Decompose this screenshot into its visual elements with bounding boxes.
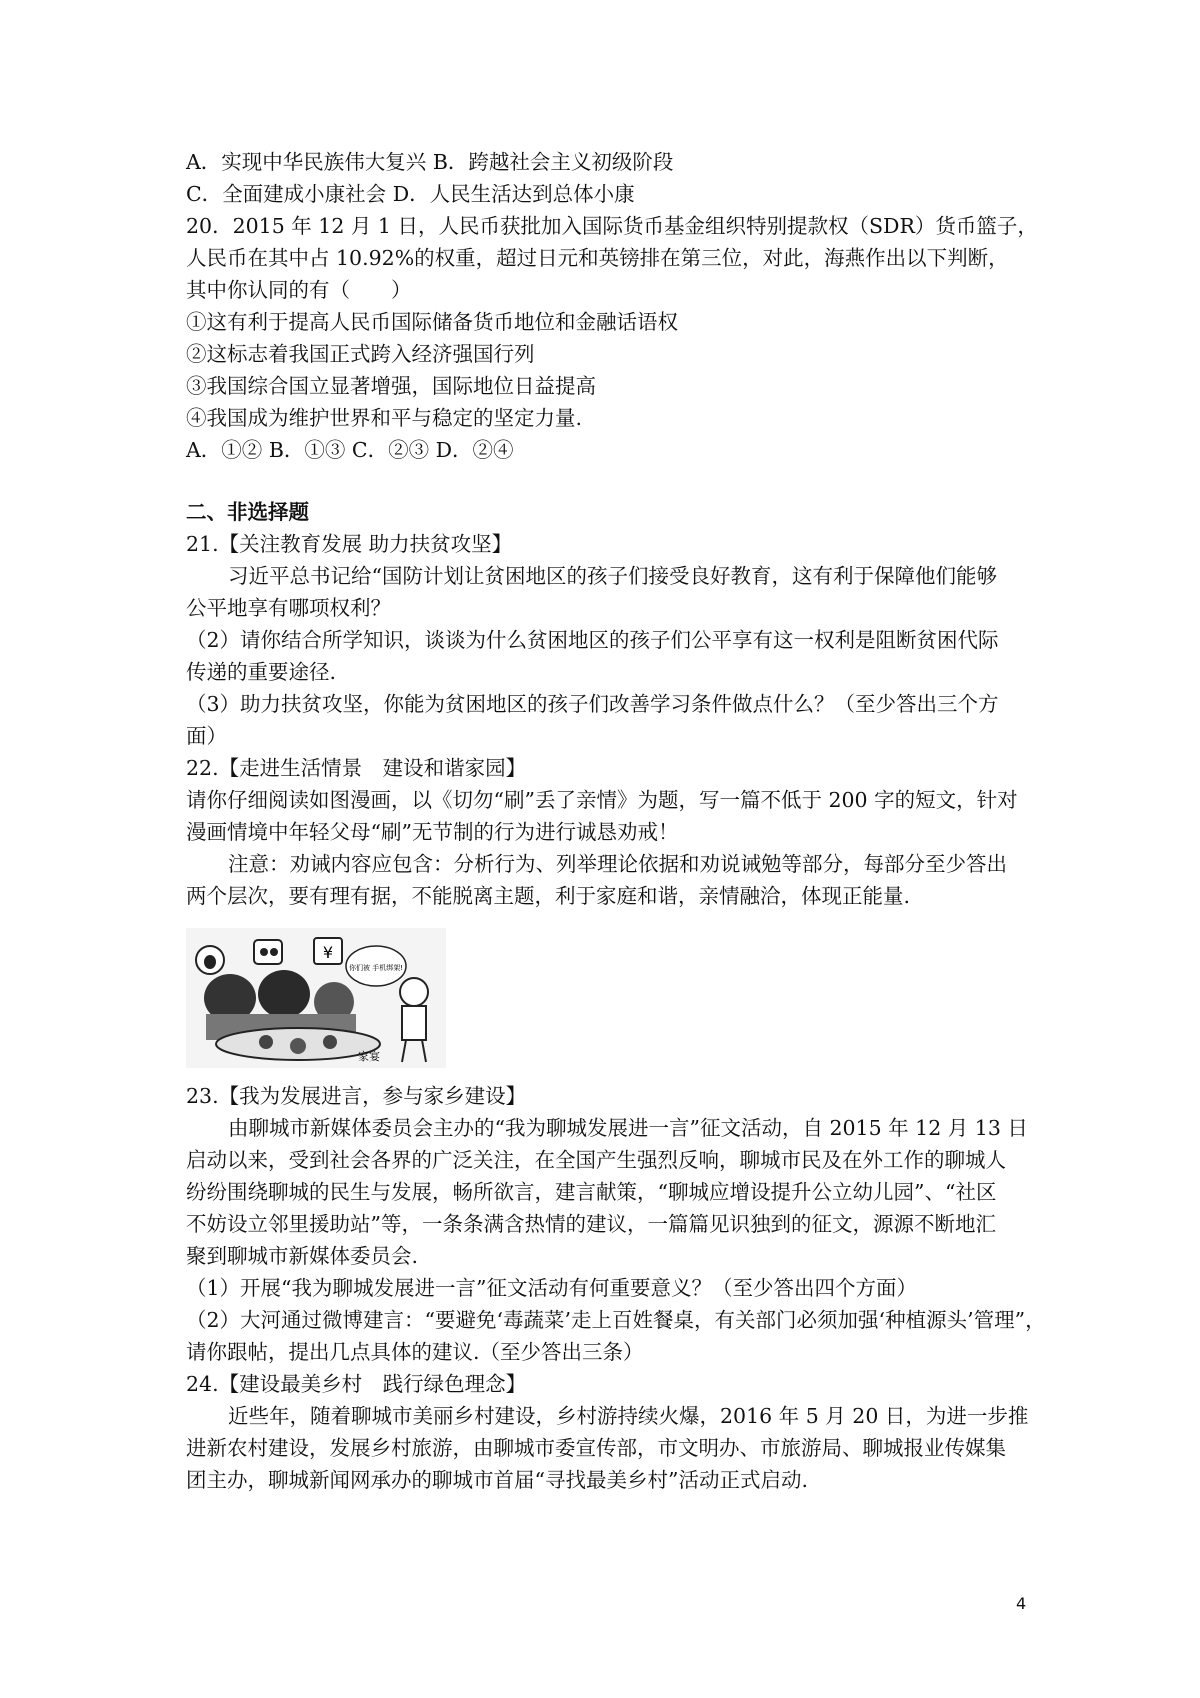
section-gap [186, 466, 1026, 496]
page-number: 4 [1016, 1594, 1027, 1613]
q23-passage-line1: 由聊城市新媒体委员会主办的“我为聊城发展进一言”征文活动，自 2015 年 12 月 13 日 [228, 1116, 1028, 1140]
dish [290, 1038, 306, 1054]
q21-part3-line1: （3）助力扶贫攻坚，你能为贫困地区的孩子们改善学习条件做点什么？（至少答出三个方 [186, 692, 999, 716]
q24-passage-line2: 进新农村建设，发展乡村旅游，由聊城市委宣传部，市文明办、市旅游局、聊城报业传媒集 [186, 1436, 1006, 1460]
speech-bubble-text: 你们被 手机绑架! [348, 964, 404, 972]
table-label: 家宴 [358, 1050, 380, 1063]
q19-options-cd: C．全面建成小康社会 D．人民生活达到总体小康 [186, 182, 635, 206]
q22-instruction-line1: 请你仔细阅读如图漫画，以《切勿“刷”丢了亲情》为题，写一篇不低于 200 字的短文，针对 [186, 788, 1018, 812]
q20-statement-3: ③我国综合国立显著增强，国际地位日益提高 [186, 374, 596, 398]
q23-passage-line3: 纷纷围绕聊城的民生与发展，畅所欲言，建言献策，“聊城应增设提升公立幼儿园”、“社区 [186, 1180, 997, 1204]
q22-note-line2: 两个层次，要有理有据，不能脱离主题，利于家庭和谐，亲情融洽，体现正能量. [186, 884, 911, 908]
q24-passage-line1: 近些年，随着聊城市美丽乡村建设，乡村游持续火爆，2016 年 5 月 20 日，为进一步推 [228, 1404, 1029, 1428]
q23-passage-line2: 启动以来，受到社会各界的广泛关注，在全国产生强烈反响，聊城市民及在外工作的聊城人 [186, 1148, 1006, 1172]
q20-stem-line1: 20．2015 年 12 月 1 日，人民币获批加入国际货币基金组织特别提款权（SDR）货币篮子， [186, 214, 1038, 238]
q23-title: 23.【我为发展进言，参与家乡建设】 [186, 1084, 527, 1108]
q22-note-line1: 注意：劝诫内容应包含：分析行为、列举理论依据和劝说诫勉等部分，每部分至少答出 [228, 852, 1007, 876]
q20-statement-1: ①这有利于提高人民币国际储备货币地位和金融话语权 [186, 310, 678, 334]
yen-symbol: ¥ [322, 943, 334, 962]
mother-head [258, 970, 310, 1018]
q19-options-ab: A．实现中华民族伟大复兴 B．跨越社会主义初级阶段 [186, 150, 674, 174]
dish [323, 1035, 337, 1049]
q21-part1-line2: 公平地享有哪项权利？ [186, 596, 391, 620]
q23-part2-line1: （2）大河通过微博建言：“要避免‘毒蔬菜’走上百姓餐桌，有关部门必须加强‘种植源头’管理”， [186, 1308, 1046, 1332]
q21-part2-line2: 传递的重要途径. [186, 660, 337, 684]
q20-statement-2: ②这标志着我国正式跨入经济强国行列 [186, 342, 535, 366]
q21-title: 21.【关注教育发展 助力扶贫攻坚】 [186, 532, 513, 556]
grandfather-head [400, 978, 428, 1006]
q20-stem-line3: 其中你认同的有（ ） [186, 278, 412, 302]
dish [259, 1035, 273, 1049]
q21-part2-line1: （2）请你结合所学知识，谈谈为什么贫困地区的孩子们公平享有这一权利是阻断贫困代际 [186, 628, 999, 652]
q23-part1: （1）开展“我为聊城发展进一言”征文活动有何重要意义？（至少答出四个方面） [186, 1276, 918, 1300]
q20-statement-4: ④我国成为维护世界和平与稳定的坚定力量. [186, 406, 583, 430]
qq-penguin-body-icon [204, 955, 216, 969]
q21-part3-line2: 面） [186, 724, 227, 748]
section-heading: 二、非选择题 [186, 500, 309, 524]
cartoon-illustration [186, 928, 446, 1068]
page-content [186, 146, 1046, 1496]
q22-title: 22.【走进生活情景 建设和谐家园】 [186, 756, 527, 780]
family-dinner-cartoon [186, 928, 446, 1068]
q24-title: 24.【建设最美乡村 践行绿色理念】 [186, 1372, 527, 1396]
q24-passage-line3: 团主办，聊城新闻网承办的聊城市首届“寻找最美乡村”活动正式启动. [186, 1468, 808, 1492]
q20-options: A．①② B．①③ C．②③ D．②④ [186, 438, 514, 462]
q23-passage-line5: 聚到聊城市新媒体委员会. [186, 1244, 419, 1268]
q23-passage-line4: 不妨设立邻里援助站”等，一条条满含热情的建议，一篇篇见识独到的征文，源源不断地汇 [186, 1212, 996, 1236]
q23-part2-line2: 请你跟帖，提出几点具体的建议.（至少答出三条） [186, 1340, 644, 1364]
q20-stem-line2: 人民币在其中占 10.92%的权重，超过日元和英镑排在第三位，对此，海燕作出以下判断， [186, 246, 1009, 270]
grandfather-body [402, 1006, 426, 1040]
q21-part1-line1: 习近平总书记给“国防计划让贫困地区的孩子们接受良好教育，这有利于保障他们能够 [228, 564, 997, 588]
q22-instruction-line2: 漫画情境中年轻父母“刷”无节制的行为进行诚恳劝戒！ [186, 820, 679, 844]
